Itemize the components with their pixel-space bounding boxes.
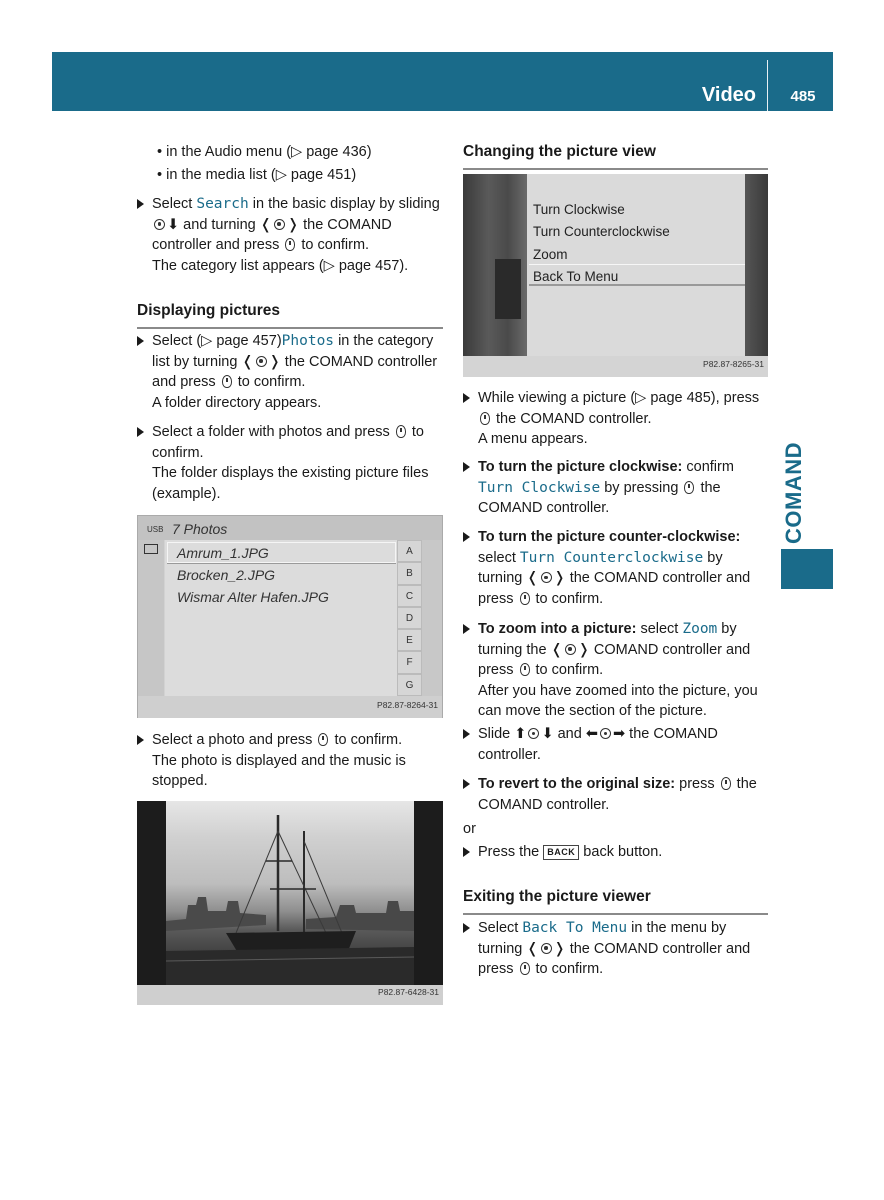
usb-icon: USB [147,525,164,534]
controller-slide-vertical-icon [528,728,539,739]
step-arrow-icon [463,779,470,789]
text: by turning [478,549,723,586]
list-item[interactable]: Wismar Alter Hafen.JPG [177,589,329,605]
text: the COMAND controller and press [152,216,392,253]
step-arrow-icon [463,532,470,542]
text: press [675,776,719,792]
controller-turn-icon [274,219,285,230]
alpha-letter[interactable]: G [397,674,422,696]
text: While viewing a picture (▷ page 485), press [478,390,760,406]
figure-id: P82.87-6428-31 [378,986,439,997]
controller-press-icon [684,481,694,494]
photo-background-left [463,174,527,356]
step-select-search: Select Search in the basic display by sliding ⬇ and turning ❬ ❭ the COMAND controller and press to confirm. The category list appears (▷ page 457). [137,194,443,276]
bullet-media-list: • in the media list (▷ page 451) [157,167,357,183]
text: to confirm. [531,961,604,977]
text: to confirm. [233,374,306,390]
step-slide: Slide ⬆ ⬇ and ⬅ ➡ the COMAND controller. [463,724,768,765]
text: Select a photo and press [152,732,317,748]
bullet-audio-menu: • in the Audio menu (▷ page 436) [157,144,372,160]
side-tab-label: COMAND [780,442,806,544]
controller-press-icon [520,592,530,605]
page-number: 485 [790,88,816,105]
step-turn-clockwise [463,457,768,519]
step-arrow-icon [463,729,470,739]
picture-menu-screenshot [463,174,768,377]
step-select-folder [137,422,443,504]
text: COMAND controller and press [478,641,751,678]
list-title-bar [138,516,442,540]
step-result: A menu appears. [478,431,588,447]
alpha-letter[interactable]: F [397,651,422,673]
text: back button. [579,844,663,860]
text: and turning [179,216,260,233]
text: in the basic display by sliding [248,196,440,212]
step-open-menu [463,388,768,450]
menu-item-turn-clockwise[interactable]: Turn Clockwise [533,202,625,217]
figure-caption-bar [463,356,768,377]
text: and [553,726,586,742]
section-heading-displaying-pictures: Displaying pictures [137,301,443,329]
text: to confirm. [531,590,604,607]
list-title: 7 Photos [172,521,228,537]
step-result: The folder displays the existing picture files (example). [152,465,429,502]
text: the COMAND controller. [478,776,757,813]
text: confirm [682,459,734,475]
step-turn-counterclockwise: To turn the picture counter-clockwise: select Turn Counterclockwise by turning ❬ ❭ the COMAND controller and press to confirm. [463,527,768,609]
step-arrow-icon [463,624,470,634]
photo-view-screenshot [137,801,443,1005]
step-press-back [463,842,768,863]
list-scrollbar[interactable] [422,540,442,696]
figure-id: P82.87-8264-31 [377,699,438,710]
chapter-title: Video [701,84,756,106]
text: Select a folder with photos and press [152,424,394,440]
step-arrow-icon [463,393,470,403]
menu-item-turn-counterclockwise[interactable]: Turn Counterclockwise [533,224,670,239]
alphabet-index [397,540,422,696]
figure-caption-bar [137,985,443,1005]
side-tab [779,438,809,548]
text: to confirm. [297,237,370,253]
highlight-back-to-menu: Back To Menu [522,920,628,936]
controller-slide-horizontal-icon [600,728,611,739]
step-result: The photo is displayed and the music is stopped. [152,752,406,789]
step-revert-size [463,774,768,815]
text: select [478,549,520,566]
alpha-letter[interactable]: D [397,607,422,629]
text: the COMAND controller. [478,479,721,516]
text: select [636,621,683,637]
controller-turn-icon [541,943,552,954]
step-select-photos: Select (▷ page 457)Photos in the category list by turning ❬ ❭ the COMAND controller and press to confirm. A folder directory appears. [137,331,443,413]
text: in the category list by turning [152,333,434,370]
photo-detail [495,259,521,319]
figure-caption-bar [138,696,442,718]
text: Press the [478,844,544,860]
highlight-photos: Photos [281,333,335,349]
text: the COMAND controller. [478,726,718,763]
list-item[interactable]: Amrum_1.JPG [177,545,269,561]
text: in the menu by turning [478,920,727,957]
step-result: After you have zoomed into the picture, you can move the section of the picture. [478,682,758,719]
back-key-icon: BACK [543,845,579,860]
page-header [52,52,833,111]
figure-id: P82.87-8265-31 [703,358,764,369]
alpha-letter[interactable]: C [397,585,422,607]
or-text: or [463,821,476,837]
text: Select (▷ page 457) [152,333,282,349]
controller-press-icon [480,412,490,425]
step-arrow-icon [463,847,470,857]
step-arrow-icon [137,735,144,745]
step-lead: To turn the picture clockwise: [478,459,683,475]
side-tab-block [781,549,833,589]
controller-press-icon [520,663,530,676]
step-arrow-icon [463,923,470,933]
step-arrow-icon [137,427,144,437]
highlight-turn-clockwise: Turn Clockwise [478,479,601,496]
photo-background-right [745,174,768,356]
harbor-photo-drawing [166,801,414,985]
text: Slide [478,726,515,742]
step-select-photo [137,730,443,792]
header-divider [767,60,768,111]
controller-turn-icon [565,644,576,655]
controller-turn-icon [541,572,552,583]
text: the COMAND controller and press [152,353,438,390]
step-back-to-menu: Select Back To Menu in the menu by turning ❬ ❭ the COMAND controller and press to confirm. [463,918,768,980]
alpha-letter[interactable]: B [397,562,422,584]
controller-turn-icon [256,356,267,367]
controller-press-icon [318,733,328,746]
menu-item-back-to-menu[interactable]: Back To Menu [533,269,619,284]
harbor-photo [166,801,414,985]
highlight-search: Search [196,196,249,212]
text: the COMAND controller and press [478,570,751,607]
photo-list-screenshot [137,515,443,718]
controller-press-icon [285,238,295,251]
controller-press-icon [396,425,406,438]
section-heading-changing-view: Changing the picture view [463,142,768,170]
step-lead: To zoom into a picture: [478,621,637,637]
step-lead: To revert to the original size: [478,776,676,792]
menu-item-zoom[interactable]: Zoom [533,247,568,262]
text: Select [152,196,197,212]
step-arrow-icon [463,462,470,472]
text: by turning the [478,621,737,658]
text: by pressing [600,479,683,496]
controller-press-icon [520,962,530,975]
step-arrow-icon [137,336,144,346]
alpha-letter[interactable]: E [397,629,422,651]
text: to confirm. [330,732,403,748]
folder-icon [144,544,158,554]
list-icon-column [138,540,164,696]
section-heading-exiting-viewer: Exiting the picture viewer [463,887,768,915]
text: the COMAND controller and press [478,940,751,977]
text: Select [478,920,523,936]
step-zoom: To zoom into a picture: select Zoom by turning the ❬ ❭ COMAND controller and press to confirm. After you have zoomed into the picture, you can move the section of the picture. [463,619,768,722]
text: to confirm. [531,662,604,678]
step-result: The category list appears (▷ page 457). [152,257,409,274]
step-arrow-icon [137,199,144,209]
controller-press-icon [721,777,731,790]
highlight-zoom: Zoom [682,621,718,637]
step-lead: To turn the picture counter-clockwise: [478,529,741,545]
highlight-turn-counterclockwise: Turn Counterclockwise [519,549,704,566]
text: the COMAND controller. [492,410,652,427]
controller-slide-icon [154,219,165,230]
text: to confirm. [152,424,424,461]
step-result: A folder directory appears. [152,394,322,411]
list-item[interactable]: Brocken_2.JPG [177,567,276,583]
alpha-letter[interactable]: A [397,540,422,562]
controller-press-icon [222,375,232,388]
